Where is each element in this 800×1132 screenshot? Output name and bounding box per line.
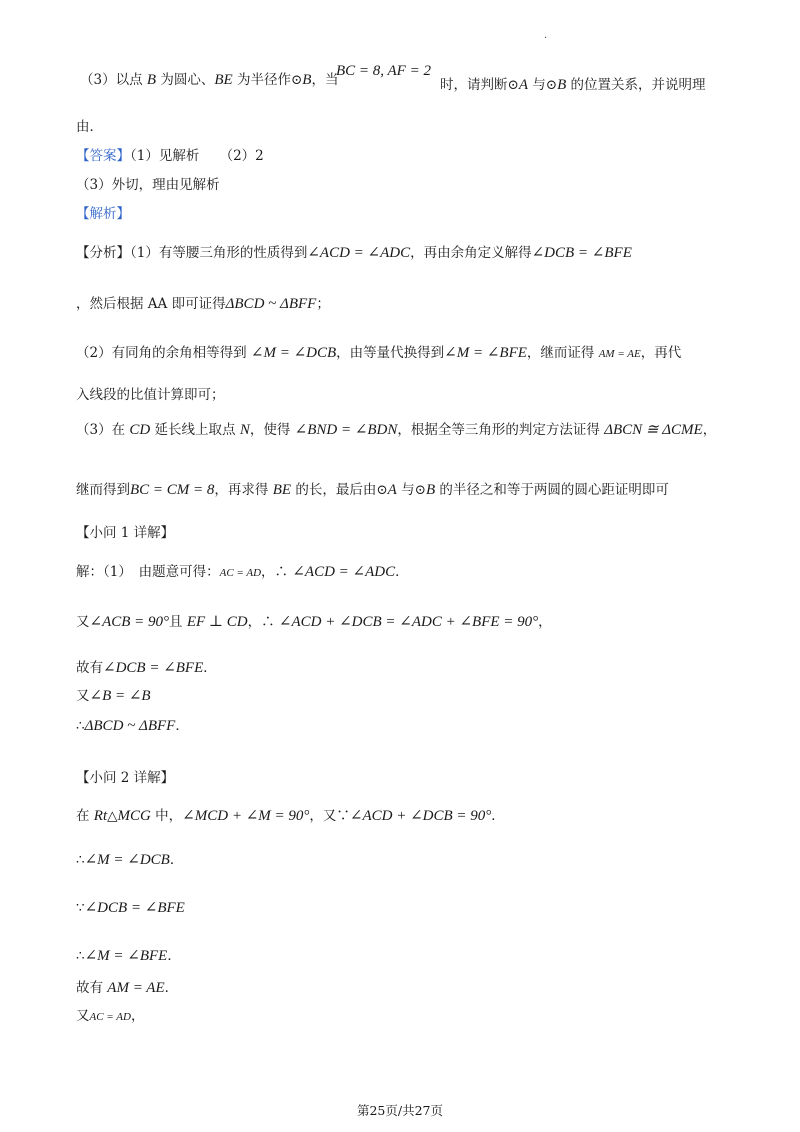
text-run: ，使得 — [249, 422, 295, 438]
text-run: 中， — [150, 808, 183, 824]
math-expression: B — [425, 482, 436, 498]
text-run: 时，请判断⊙ — [440, 77, 519, 93]
text-run: ， — [130, 1008, 145, 1024]
text-run: （3）在 — [76, 422, 130, 438]
math-expression-small: AM = AE — [598, 348, 641, 360]
text-line-l9 — [76, 385, 225, 405]
text-run: 又 — [76, 614, 90, 630]
text-run: ，继而证得 — [526, 345, 599, 361]
math-expression: B — [557, 77, 567, 93]
math-expression: ∠M = ∠BFE — [84, 948, 168, 964]
math-expression: ∠M = ∠BFE — [444, 345, 527, 361]
text-run: ∴ — [76, 948, 85, 964]
top-mark: . — [544, 30, 548, 41]
math-expression: A — [387, 482, 397, 498]
text-line-l21 — [76, 898, 185, 918]
text-line-l7 — [76, 294, 330, 314]
text-line-l10 — [76, 420, 716, 440]
text-line-l18 — [76, 768, 174, 788]
text-line-l4 — [76, 175, 220, 195]
text-run: 与⊙ — [527, 77, 558, 93]
text-line-l12 — [76, 523, 174, 543]
text-line-l3 — [76, 146, 264, 166]
text-run: （3）外切，理由见解析 — [76, 177, 220, 193]
text-run: ，∴ — [247, 614, 279, 630]
math-expression: Rt — [93, 808, 108, 824]
text-run: ． — [203, 660, 217, 676]
text-run: ，再代 — [640, 345, 682, 361]
text-run: ； — [316, 296, 330, 312]
text-run: 为半径作⊙ — [232, 72, 303, 88]
math-expression: ∠ACD + ∠DCB = 90° — [349, 808, 492, 824]
math-expression: ∠DCB = ∠BFE — [103, 660, 204, 676]
math-expression: ∠M = ∠DCB — [250, 345, 337, 361]
math-expression: ∠BND = ∠BDN — [294, 422, 398, 438]
math-expression: ∠ACB = 90° — [89, 614, 170, 630]
text-line-l5 — [76, 204, 130, 224]
text-run: ，由等量代换得到 — [336, 345, 445, 361]
text-line-l20 — [76, 850, 183, 870]
text-run: 解：（1） 由题意可得： — [76, 564, 220, 580]
text-run: ，根据全等三角形的判定方法证得 — [397, 422, 605, 438]
text-run: 入线段的比值计算即可； — [76, 387, 225, 403]
text-line-l23 — [76, 978, 178, 998]
math-expression: ∠ACD = ∠ADC — [292, 564, 396, 580]
text-run: 延长线上取点 — [150, 422, 240, 438]
math-expression: ΔBCD ~ ΔBFF — [84, 718, 176, 734]
math-expression: B — [146, 72, 157, 88]
text-line-l6 — [76, 243, 632, 263]
text-run: ． — [395, 564, 409, 580]
text-line-l14 — [76, 612, 552, 632]
text-line-l11 — [76, 480, 669, 500]
math-expression: BC = CM = 8 — [130, 482, 215, 498]
text-line-l17 — [76, 716, 189, 736]
text-run: （3）以点 — [80, 72, 147, 88]
text-line-l15 — [76, 658, 217, 678]
text-line-l1 — [80, 70, 338, 90]
text-run: ． — [491, 808, 505, 824]
text-line-l24 — [76, 1006, 144, 1027]
text-line-l1m — [336, 61, 431, 81]
text-run: 的位置关系，并说明理 — [566, 77, 706, 93]
text-run: 又 — [76, 688, 90, 704]
section-label: 【解析】 — [76, 206, 130, 222]
math-expression: ∠DCB = ∠BFE — [84, 900, 185, 916]
math-expression: EF ⊥ CD — [186, 614, 248, 630]
math-expression: MCG — [117, 808, 151, 824]
text-run: ∴ — [76, 852, 85, 868]
text-run: 且 — [169, 614, 187, 630]
text-run: ∴ — [76, 718, 85, 734]
text-run: 由． — [76, 119, 103, 135]
math-expression: ΔBCD ~ ΔBFF — [225, 296, 317, 312]
text-run: ， — [538, 614, 552, 630]
text-run: 的长，最后由⊙ — [291, 482, 388, 498]
math-expression: ∠MCD + ∠M = 90° — [182, 808, 310, 824]
text-line-l19 — [76, 806, 505, 826]
text-run: ． — [169, 852, 184, 868]
text-line-l8 — [76, 343, 681, 364]
math-expression: A — [518, 77, 528, 93]
text-run: 故有 — [76, 980, 108, 996]
text-run: 为圆心、 — [156, 72, 215, 88]
text-run: 【小问 2 详解】 — [76, 770, 175, 786]
math-expression: ∠B = ∠B — [89, 688, 151, 704]
text-run: （2）有同角的余角相等得到 — [76, 345, 251, 361]
text-line-l22 — [76, 946, 181, 966]
text-line-l16 — [76, 686, 151, 706]
text-run: 的半径之和等于两圆的圆心距证明即可 — [435, 482, 669, 498]
math-expression: ∠ACD = ∠ADC — [307, 245, 411, 261]
math-expression: N — [239, 422, 250, 438]
math-expression: CD — [129, 422, 151, 438]
math-expression: BE — [214, 72, 233, 88]
math-expression: ΔBCN ≅ ΔCME — [604, 422, 703, 438]
text-run: △ — [107, 808, 118, 824]
text-run: ，然后根据 AA 即可证得 — [76, 296, 226, 312]
section-label: 【答案】 — [76, 148, 130, 164]
text-run: （1）见解析 （2）2 — [130, 148, 264, 164]
math-expression: B — [302, 72, 312, 88]
text-run: ，再由余角定义解得 — [410, 245, 532, 261]
math-expression: ∠DCB = ∠BFE — [531, 245, 632, 261]
text-run: ． — [164, 980, 179, 996]
math-expression: ∠ACD + ∠DCB = ∠ADC + ∠BFE = 90° — [278, 614, 539, 630]
text-line-l13 — [76, 562, 409, 583]
text-run: ，又∵ — [309, 808, 350, 824]
text-run: ∵ — [76, 900, 85, 916]
page-footer: 第25页/共27页 — [356, 1103, 444, 1118]
text-run: 在 — [76, 808, 94, 824]
text-run: ， — [702, 422, 717, 438]
text-run: 【小问 1 详解】 — [76, 525, 175, 541]
math-expression: ∠M = ∠DCB — [84, 852, 170, 868]
text-run: ，∴ — [261, 564, 293, 580]
text-run: 故有 — [76, 660, 103, 676]
math-expression: AM = AE — [107, 980, 165, 996]
text-run: ． — [175, 718, 189, 734]
text-line-l1b — [440, 75, 706, 95]
text-run: 【分析】（1）有等腰三角形的性质得到 — [76, 245, 308, 261]
math-expression-small: AC = AD — [219, 567, 262, 579]
math-expression: BE — [272, 482, 292, 498]
math-expression: BC = 8, AF = 2 — [336, 63, 431, 79]
text-run: 继而得到 — [76, 482, 130, 498]
math-expression-small: AC = AD — [89, 1011, 131, 1023]
text-run: ，当 — [311, 72, 339, 88]
text-line-l2 — [76, 117, 103, 137]
text-run: ，再求得 — [214, 482, 273, 498]
text-run: 与⊙ — [396, 482, 426, 498]
text-run: ． — [167, 948, 181, 964]
text-run: 又 — [76, 1008, 90, 1024]
